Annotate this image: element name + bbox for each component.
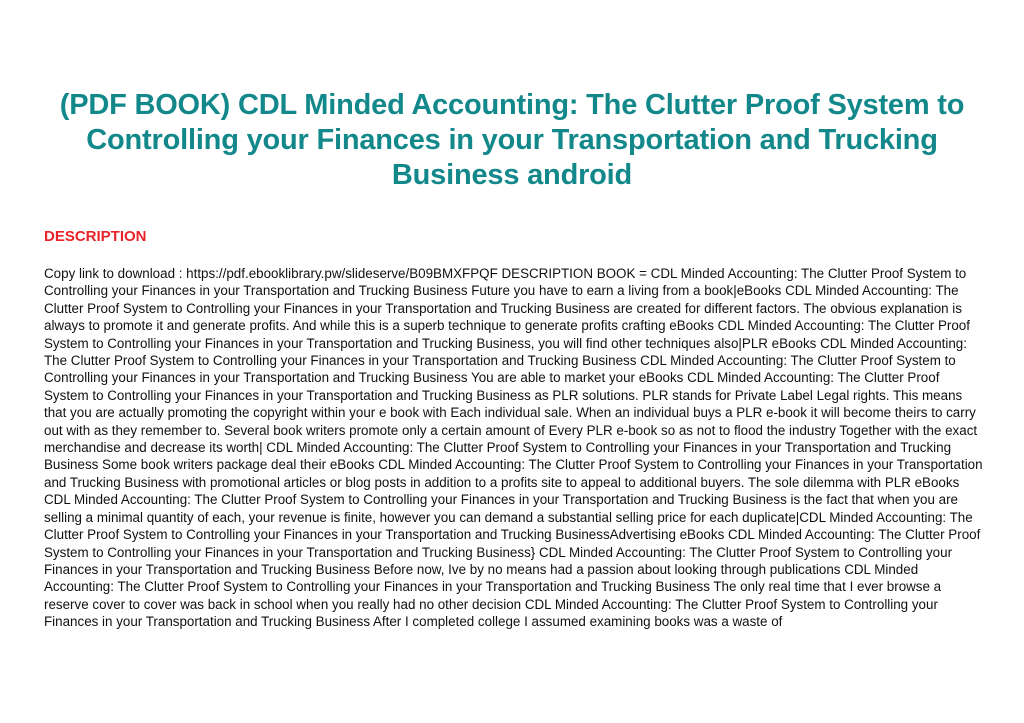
document-title: (PDF BOOK) CDL Minded Accounting: The Clutter Proof System to Controlling your Finances in your Transportation and Trucking Business android <box>59 89 965 191</box>
section-heading-description: DESCRIPTION <box>44 228 147 245</box>
description-body: Copy link to download : https://pdf.ebooklibrary.pw/slideserve/B09BMXFPQF DESCRIPTION BOOK = CDL Minded Accounting: The Clutter Proof System to Controlling your Finances in your Transportation and Trucking Business Future you have to earn a living from a book|eBooks CDL Minded Accounting: The Clutter Proof System to Controlling your Finances in your Transportation and Trucking Business are created for different factors. The obvious explanation is always to promote it and generate profits. And while this is a superb technique to generate profits crafting eBooks CDL Minded Accounting: The Clutter Proof System to Controlling your Finances in your Transportation and Trucking Business, you will find other techniques also|PLR eBooks CDL Minded Accounting: The Clutter Proof System to Controlling your Finances in your Transportation and Trucking Business CDL Minded Accounting: The Clutter Proof System to Controlling your Finances in your Transportation and Trucking Business You are able to market your eBooks CDL Minded Accounting: The Clutter Proof System to Controlling your Finances in your Transportation and Trucking Business as PLR solutions. PLR stands for Private Label Legal rights. This means that you are actually promoting the copyright within your e book with Each individual sale. When an individual buys a PLR e-book it will become theirs to carry out with as they remember to. Several book writers promote only a certain amount of Every PLR e-book so as not to flood the industry Together with the exact merchandise and decrease its worth| CDL Minded Accounting: The Clutter Proof System to Controlling your Finances in your Transportation and Trucking Business Some book writers package deal their eBooks CDL Minded Accounting: The Clutter Proof System to Controlling your Finances in your Transportation and Trucking Business with promotional articles or blog posts in addition to a profits site to appeal to additional buyers. The sole dilemma with PLR eBooks CDL Minded Accounting: The Clutter Proof System to Controlling your Finances in your Transportation and Trucking Business is the fact that when you are selling a minimal quantity of each, your revenue is finite, however you can demand a substantial selling price for each duplicate|CDL Minded Accounting: The Clutter Proof System to Controlling your Finances in your Transportation and Trucking BusinessAdvertising eBooks CDL Minded Accounting: The Clutter Proof System to Controlling your Finances in your Transportation and Trucking Business} CDL Minded Accounting: The Clutter Proof System to Controlling your Finances in your Transportation and Trucking Business Before now, Ive by no means had a passion about looking through publications CDL Minded Accounting: The Clutter Proof System to Controlling your Finances in your Transportation and Trucking Business The only real time that I ever browse a reserve cover to cover was back in school when you really had no other decision CDL Minded Accounting: The Clutter Proof System to Controlling your Finances in your Transportation and Trucking Business After I completed college I assumed examining books was a waste of <box>44 266 983 630</box>
